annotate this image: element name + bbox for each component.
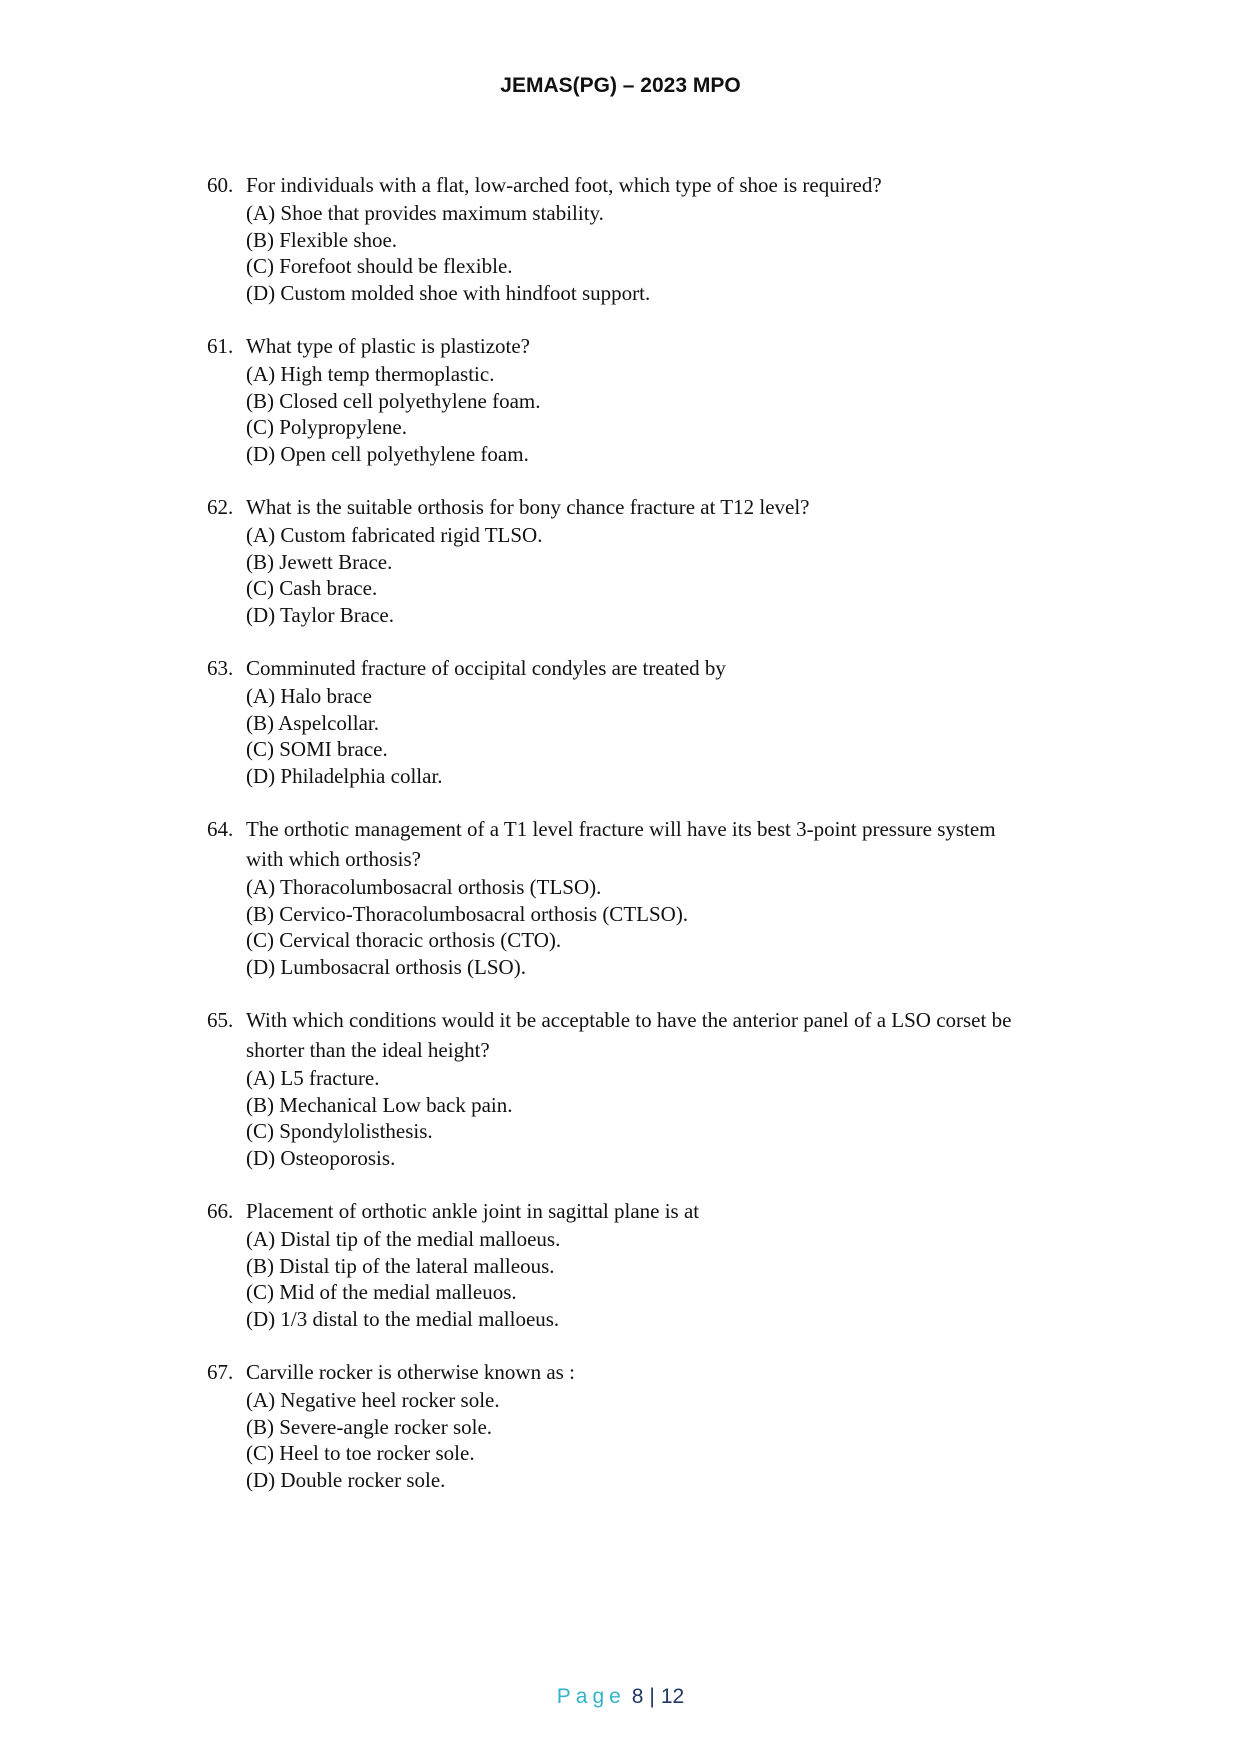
current-page-number: 8 <box>631 1685 644 1708</box>
answer-options <box>246 1226 1027 1332</box>
answer-option: (C) Polypropylene. <box>246 415 407 439</box>
question-item <box>207 170 1027 306</box>
question-text: Carville rocker is otherwise known as : <box>246 1360 575 1384</box>
answer-option: (A) Distal tip of the medial malloeus. <box>246 1227 561 1251</box>
question-text: For individuals with a flat, low-arched foot, which type of shoe is required? <box>246 173 882 197</box>
answer-options <box>246 1065 1027 1171</box>
question-text: Placement of orthotic ankle joint in sagittal plane is at <box>246 1199 700 1223</box>
answer-option: (A) Thoracolumbosacral orthosis (TLSO). <box>246 875 602 899</box>
question-number: 64. <box>207 817 234 841</box>
answer-option: (D) Open cell polyethylene foam. <box>246 441 529 466</box>
answer-option: (B) Aspelcollar. <box>246 710 379 735</box>
answer-option: (C) Spondylolisthesis. <box>246 1119 433 1143</box>
question-item <box>207 1005 1027 1171</box>
page-header <box>0 74 1241 98</box>
question-number: 66. <box>207 1199 234 1223</box>
answer-option: (D) Philadelphia collar. <box>246 763 443 788</box>
answer-option: (B) Flexible shoe. <box>246 227 398 252</box>
answer-option: (B) Cervico-Thoracolumbosacral orthosis (CTLSO). <box>246 901 689 926</box>
answer-option: (A) Shoe that provides maximum stability. <box>246 201 604 225</box>
question-number: 63. <box>207 656 234 680</box>
question-number: 62. <box>207 495 234 519</box>
answer-option: (B) Distal tip of the lateral malleous. <box>246 1253 555 1278</box>
answer-option: (A) Negative heel rocker sole. <box>246 1388 500 1412</box>
question-item <box>207 331 1027 467</box>
answer-options <box>246 200 1027 306</box>
total-pages-number: 12 <box>660 1685 685 1708</box>
answer-option: (D) Taylor Brace. <box>246 602 394 627</box>
answer-options <box>246 1387 1027 1493</box>
answer-option: (C) Mid of the medial malleuos. <box>246 1280 517 1304</box>
answer-options <box>246 361 1027 467</box>
question-text: With which conditions would it be acceptable to have the anterior panel of a LSO corset be shorter than the ideal height? <box>246 1008 1012 1062</box>
page-footer <box>0 1685 1241 1709</box>
question-number: 61. <box>207 334 234 358</box>
answer-options <box>246 683 1027 789</box>
question-item <box>207 1196 1027 1332</box>
answer-option: (D) Double rocker sole. <box>246 1467 446 1492</box>
answer-option: (D) 1/3 distal to the medial malloeus. <box>246 1306 560 1331</box>
page-separator: | <box>649 1685 655 1708</box>
answer-options <box>246 874 1027 980</box>
answer-option: (C) Cervical thoracic orthosis (CTO). <box>246 928 562 952</box>
answer-option: (D) Lumbosacral orthosis (LSO). <box>246 954 526 979</box>
answer-option: (A) Custom fabricated rigid TLSO. <box>246 523 543 547</box>
answer-option: (C) SOMI brace. <box>246 737 388 761</box>
answer-option: (A) L5 fracture. <box>246 1066 380 1090</box>
question-text: Comminuted fracture of occipital condyles are treated by <box>246 656 726 680</box>
question-text: What is the suitable orthosis for bony chance fracture at T12 level? <box>246 495 810 519</box>
answer-option: (B) Severe-angle rocker sole. <box>246 1414 493 1439</box>
question-item <box>207 814 1027 980</box>
question-item <box>207 1357 1027 1493</box>
answer-option: (C) Cash brace. <box>246 576 378 600</box>
answer-option: (D) Custom molded shoe with hindfoot support. <box>246 280 651 305</box>
question-number: 60. <box>207 173 234 197</box>
answer-option: (C) Heel to toe rocker sole. <box>246 1441 475 1465</box>
answer-option: (C) Forefoot should be flexible. <box>246 254 513 278</box>
answer-option: (A) High temp thermoplastic. <box>246 362 495 386</box>
question-text: The orthotic management of a T1 level fracture will have its best 3-point pressure system with which orthosis? <box>246 817 996 871</box>
answer-option: (D) Osteoporosis. <box>246 1145 396 1170</box>
answer-option: (A) Halo brace <box>246 684 372 708</box>
document-title: JEMAS(PG) – 2023 MPO <box>500 74 741 97</box>
question-number: 65. <box>207 1008 234 1032</box>
answer-option: (B) Jewett Brace. <box>246 549 393 574</box>
answer-options <box>246 522 1027 628</box>
answer-option: (B) Mechanical Low back pain. <box>246 1092 513 1117</box>
question-item <box>207 653 1027 789</box>
question-text: What type of plastic is plastizote? <box>246 334 530 358</box>
question-list <box>207 170 1027 1518</box>
question-number: 67. <box>207 1360 234 1384</box>
page-label: Page <box>556 1685 626 1708</box>
answer-option: (B) Closed cell polyethylene foam. <box>246 388 541 413</box>
question-item <box>207 492 1027 628</box>
